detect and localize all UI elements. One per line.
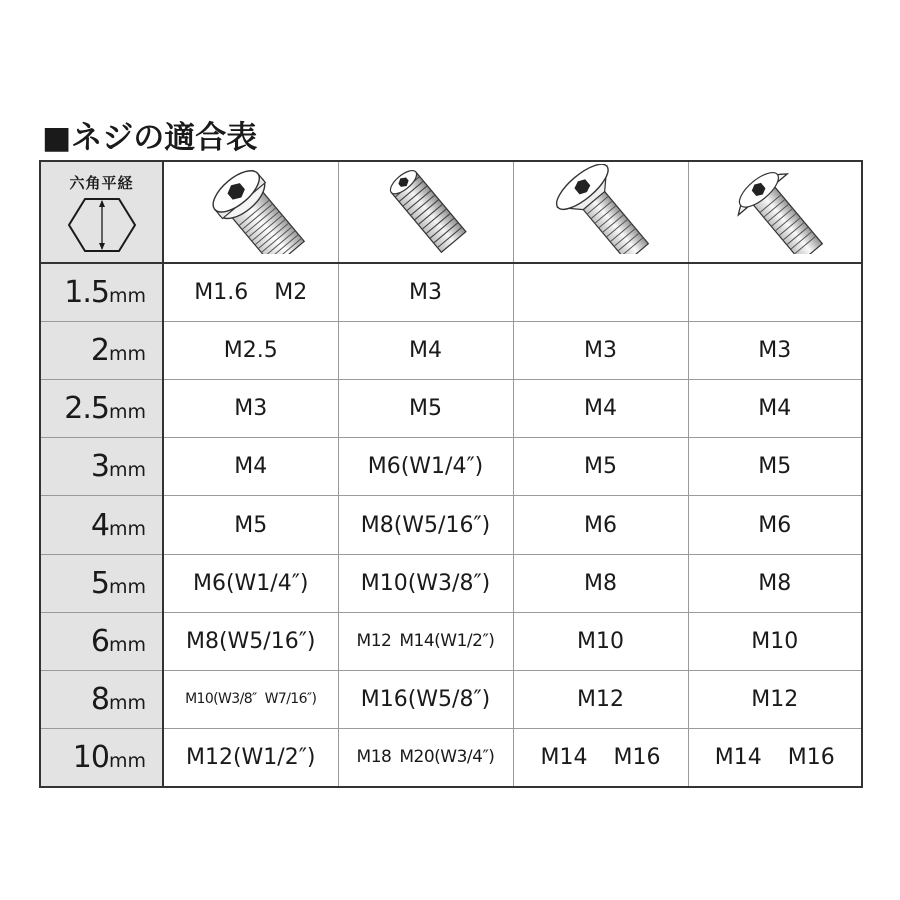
cap-screw-cell: M3 <box>163 380 338 438</box>
hex-size-cell: 10mm <box>40 728 163 787</box>
table-row <box>40 496 862 554</box>
button-head-cell: M14 M16 <box>688 728 862 787</box>
title-text: ■ネジの適合表 <box>42 119 258 156</box>
table-row <box>40 670 862 728</box>
cap-screw-cell: M8(W5/16″) <box>163 612 338 670</box>
flat-head-cell <box>513 263 688 322</box>
screw-compatibility-table <box>39 160 863 788</box>
cap-screw-cell: M10(W3/8″ W7/16″) <box>163 670 338 728</box>
cap-screw-cell: M2.5 <box>163 322 338 380</box>
cap-screw-cell: M5 <box>163 496 338 554</box>
flat-head-cell: M8 <box>513 554 688 612</box>
hex-size-cell: 8mm <box>40 670 163 728</box>
flat-head-cell: M12 <box>513 670 688 728</box>
set-screw-cell: M8(W5/16″) <box>338 496 513 554</box>
hex-size-label: 六角平経 <box>69 174 134 192</box>
set-screw-cell: M5 <box>338 380 513 438</box>
flat-head-cell: M5 <box>513 438 688 496</box>
table-row <box>40 728 862 787</box>
table-row <box>40 263 862 322</box>
hex-size-cell: 6mm <box>40 612 163 670</box>
hex-size-cell: 3mm <box>40 438 163 496</box>
set-screw-cell: M12 M14(W1/2″) <box>338 612 513 670</box>
button-head-cell <box>688 263 862 322</box>
button-head-cell: M8 <box>688 554 862 612</box>
flat-head-cell: M6 <box>513 496 688 554</box>
button-head-cell: M10 <box>688 612 862 670</box>
flat-head-cell: M14 M16 <box>513 728 688 787</box>
set-screw-icon <box>338 161 513 263</box>
button-head-cell: M3 <box>688 322 862 380</box>
table-row <box>40 322 862 380</box>
button-head-cell: M12 <box>688 670 862 728</box>
flat-head-cell: M3 <box>513 322 688 380</box>
hex-size-cell: 2.5mm <box>40 380 163 438</box>
cap-screw-cell: M4 <box>163 438 338 496</box>
page-title <box>42 112 257 156</box>
button-head-cell: M5 <box>688 438 862 496</box>
flat-head-cell: M10 <box>513 612 688 670</box>
hex-size-cell: 1.5mm <box>40 263 163 322</box>
set-screw-cell: M16(W5/8″) <box>338 670 513 728</box>
set-screw-cell: M18 M20(W3/4″) <box>338 728 513 787</box>
button-head-cell: M6 <box>688 496 862 554</box>
cap-screw-cell: M12(W1/2″) <box>163 728 338 787</box>
cap-screw-icon <box>163 161 338 263</box>
hex-size-header <box>40 161 163 263</box>
table-row <box>40 554 862 612</box>
button-head-screw-icon <box>688 161 862 263</box>
hex-size-cell: 4mm <box>40 496 163 554</box>
button-head-cell: M4 <box>688 380 862 438</box>
flat-head-screw-icon <box>513 161 688 263</box>
table-row <box>40 612 862 670</box>
cap-screw-cell: M6(W1/4″) <box>163 554 338 612</box>
set-screw-cell: M6(W1/4″) <box>338 438 513 496</box>
header-row <box>40 161 862 263</box>
set-screw-cell: M3 <box>338 263 513 322</box>
hex-size-cell: 5mm <box>40 554 163 612</box>
cap-screw-cell: M1.6 M2 <box>163 263 338 322</box>
set-screw-cell: M10(W3/8″) <box>338 554 513 612</box>
hexagon-icon <box>41 195 162 261</box>
table-row <box>40 380 862 438</box>
set-screw-cell: M4 <box>338 322 513 380</box>
hex-size-cell: 2mm <box>40 322 163 380</box>
table-row <box>40 438 862 496</box>
flat-head-cell: M4 <box>513 380 688 438</box>
